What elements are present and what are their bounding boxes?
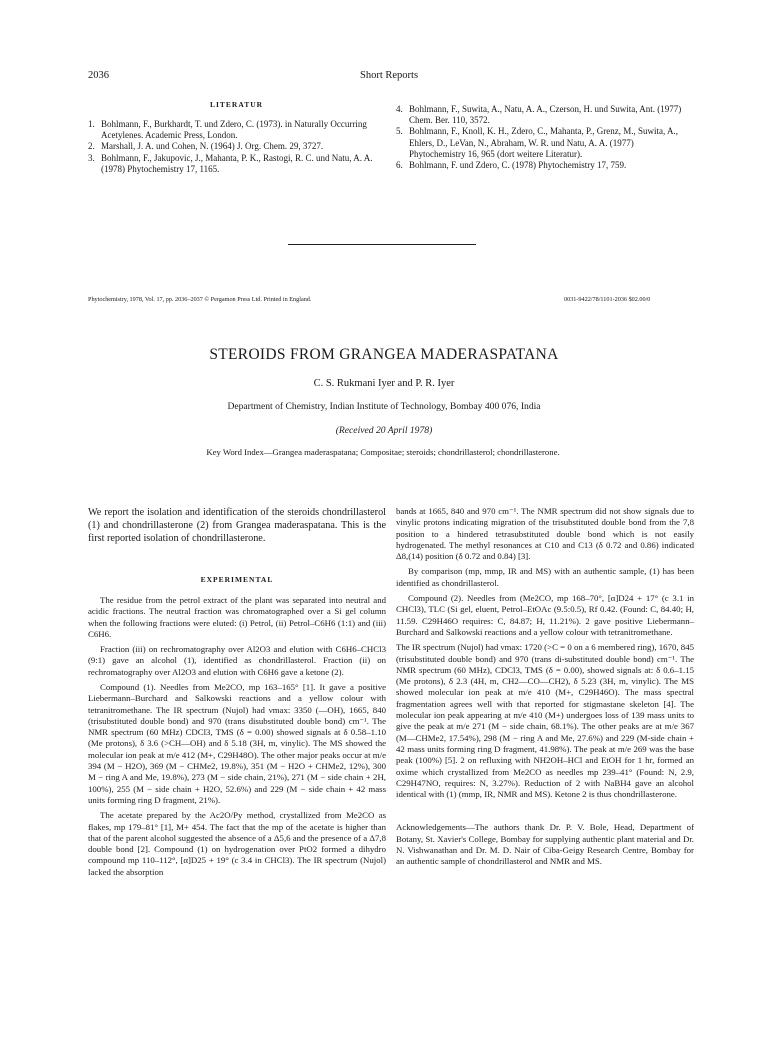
journal-info: Phytochemistry, 1978, Vol. 17, pp. 2036–2037 © Pergamon Press Ltd. Printed in England. <box>88 296 312 303</box>
article-title: STEROIDS FROM GRANGEA MADERASPATANA <box>209 346 559 363</box>
body-paragraph: The IR spectrum (Nujol) had νmax: 1720 (>C = 0 on a 6 membered ring), 1670, 845 (trisubstituted double bond) and 970 (trans di-substituted double bond) cm⁻¹. The NMR spectrum (60 MHz), CDCl3, TMS (δ = 0.00), showed signals at: δ 0.6–1.15 (Me protons), δ 2.3 (4H, m, CH2—CO—CH2), δ 5.23 (3H, m, vinylic). The MS showed molecular ion peak at m/e 410 (M+, C29H46O). The mass spectral fragmentation agrees well with that reported for stigmastane skeleton [4]. The molecular ion peak appearing at m/e 410 (M+) undergoes loss of 139 mass units to give the peak at m/e 271 (M − side chain, 68.1%). The other peaks are at m/e 367 (M—CHMe2, 17.54%), 298 (M − ring A and Me, 27.6%) and 229 (M-side chain + 42 mass units forming ring D fragment, 41.98%). The peak at m/e 269 was the base peak (100%) [5]. 2 on refluxing with NH2OH–HCl and EtOH for 1 hr, formed an oxime which crystallized from Me2CO as needles mp 239–41° (Found: N, 2.9, C29H47NO, requires: N, 3.27%). Reduction of 2 with NaBH4 gave an alcohol identical with (1) (mmp, IR, NMR and MS). Ketone 2 is thus chondrillasterone. <box>396 642 694 800</box>
right-column <box>396 506 694 872</box>
reference-text: Bohlmann, F., Jakupovic, J., Mahanta, P. K., Rastogi, R. C. und Natu, A. A. (1978) Phytochemistry 17, 1165. <box>101 152 373 174</box>
acknowledgements: Acknowledgements—The authors thank Dr. P. V. Bole, Head, Department of Botany, St. Xavier's College, Bombay for supplying authentic plant material and Dr. N. Vishwanathan and Dr. M. D. Nair of Ciba-Geigy Research Centre, Bombay for an authentic sample of chondrillasterol and NMR and MS. <box>396 822 694 867</box>
references-left <box>88 119 384 175</box>
running-title: Short Reports <box>360 70 419 81</box>
experimental-heading: EXPERIMENTAL <box>200 574 274 584</box>
reference-item <box>396 160 692 171</box>
reference-number: 3. <box>88 152 95 163</box>
body-paragraph: The acetate prepared by the Ac2O/Py method, crystallized from Me2CO as flakes, mp 179–81° [1], M+ 454. The fact that the mp of the acetate is higher than that of the parent alcohol suggested the absence of a Δ5,6 and the presence of a Δ7,8 double bond [2]. Compound (1) on hydrogenation over PtO2 formed a dihydro compound mp 110–112°, [α]D25 + 19° (c 3.4 in CHCl3). The IR spectrum (Nujol) lacked the absorption <box>88 810 386 877</box>
reference-number: 4. <box>396 104 403 114</box>
reference-item <box>88 141 384 152</box>
reference-number: 5. <box>396 126 403 137</box>
reference-text: Bohlmann, F., Knoll, K. H., Zdero, C., Mahanta, P., Grenz, M., Suwita, A., Ehlers, D., LeVan, N., Abraham, W. R. und Natu, A. A. (1977) Phytochemistry 16, 965 (dort weitere Literatur). <box>409 126 679 159</box>
body-paragraph: The residue from the petrol extract of the plant was separated into neutral and acidic fractions. The neutral fraction was chromatographed over a Si gel column when the following fractions were eluted: (i) Petrol, (ii) Petrol–C6H6 (1:1) and (iii) C6H6. <box>88 594 386 639</box>
body-paragraph: bands at 1665, 840 and 970 cm⁻¹. The NMR spectrum did not show signals due to vinylic protons indicating migration of the trisubstituted double bond from the 7,8 position to a hindered tetrasubstituted double bond which is not easily hydrogenated. The methyl resonances at C10 and C13 (δ 0.72 and 0.86) indicated Δ8,(14) position (δ 0.72 and 0.84) [3]. <box>396 506 694 562</box>
body-paragraph: By comparison (mp, mmp, IR and MS) with an authentic sample, (1) has been identified as chondrillasterol. <box>396 566 694 588</box>
reference-number: 2. <box>88 141 95 152</box>
section-divider <box>288 244 476 245</box>
reference-item <box>88 153 384 175</box>
reference-text: Bohlmann, F., Suwita, A., Natu, A. A., Czerson, H. und Suwita, Ant. (1977) Chem. Ber. 110, 3572. <box>409 104 682 126</box>
body-paragraph: Compound (1). Needles from Me2CO, mp 163–165° [1]. It gave a positive Liebermann–Burchard and Salkowski reactions and a yellow colour with tetranitromethane. The IR spectrum (Nujol) had νmax: 3350 (—OH), 1665, 840 (trisubstituted double bond) and 970 (trans disubstituted double bond) cm⁻¹. The NMR spectrum (60 MHz) CDCl3, TMS (δ = 0.00) showed signals at δ 0.58–1.10 (Me protons), δ 3.6 (>CH—OH) and δ 5.18 (3H, m, vinylic). The MS showed the molecular ion peak at m/e 412 (M+, C29H48O). The other major peaks occur at m/e 394 (M − H2O), 369 (M − CHMe2, 19.8%), 351 (M − H2O + CHMe2, 12%), 300 M − ring A and Me, 19.8%), 273 (M − side chain, 21%), 271 (M − side chain + 2H, 100%), 255 (M − side chain + H2O, 52.6%) and 229 (M − side chain + 42 mass units forming ring D fragment, 21%). <box>88 681 386 805</box>
references-right <box>396 104 692 171</box>
reference-item <box>396 104 692 126</box>
authors: C. S. Rukmani Iyer and P. R. Iyer <box>313 378 455 389</box>
reference-text: Bohlmann, F., Burkhardt, T. und Zdero, C. (1973). in Naturally Occurring Acetylenes. Academic Press, London. <box>101 119 367 141</box>
reference-item <box>88 119 384 141</box>
body-paragraph: Fraction (iii) on rechromatography over Al2O3 and elution with C6H6–CHCl3 (9:1) gave an alcohol (1), identified as chondrillasterol. Fraction (ii) on rechromatography over Al2O3 and elution with C6H6 gave a ketone (2). <box>88 644 386 677</box>
body-paragraph: Compound (2). Needles from (Me2CO, mp 168–70°, [α]D24 + 17° (c 3.1 in CHCl3), TLC (Si gel, eluent, Petrol–EtOAc (9.5:0.5), Rf 0.42. (Found: C, 84.40; H, 11.59. C29H46O requires: C, 84.87; H, 11.21%). 2 gave positive Liebermann–Burchard and Salkowski reactions and a yellow colour with tetranitromethane. <box>396 593 694 637</box>
left-column <box>88 506 386 882</box>
received-date: (Received 20 April 1978) <box>335 425 433 436</box>
reference-text: Marshall, J. A. und Cohen, N. (1964) J. Org. Chem. 29, 3727. <box>101 141 324 152</box>
literature-heading: LITERATUR <box>210 100 264 109</box>
reference-text: Bohlmann, F. und Zdero, C. (1978) Phytochemistry 17, 759. <box>409 160 627 171</box>
abstract: We report the isolation and identification of the steroids chondrillasterol (1) and chondrillasterone (2) from Grangea maderaspatana. This is the first reported isolation of chondrillasterone. <box>88 507 386 545</box>
page-number: 2036 <box>88 70 109 81</box>
reference-number: 1. <box>88 119 95 129</box>
article-code: 0031-9422/78/1101-2036 $02.00/0 <box>564 296 651 303</box>
keywords: Key Word Index—Grangea maderaspatana; Compositae; steroids; chondrillasterol; chondrillasterone. <box>206 447 560 457</box>
affiliation: Department of Chemistry, Indian Institute of Technology, Bombay 400 076, India <box>227 401 541 412</box>
reference-item <box>396 126 692 160</box>
reference-number: 6. <box>396 160 403 171</box>
